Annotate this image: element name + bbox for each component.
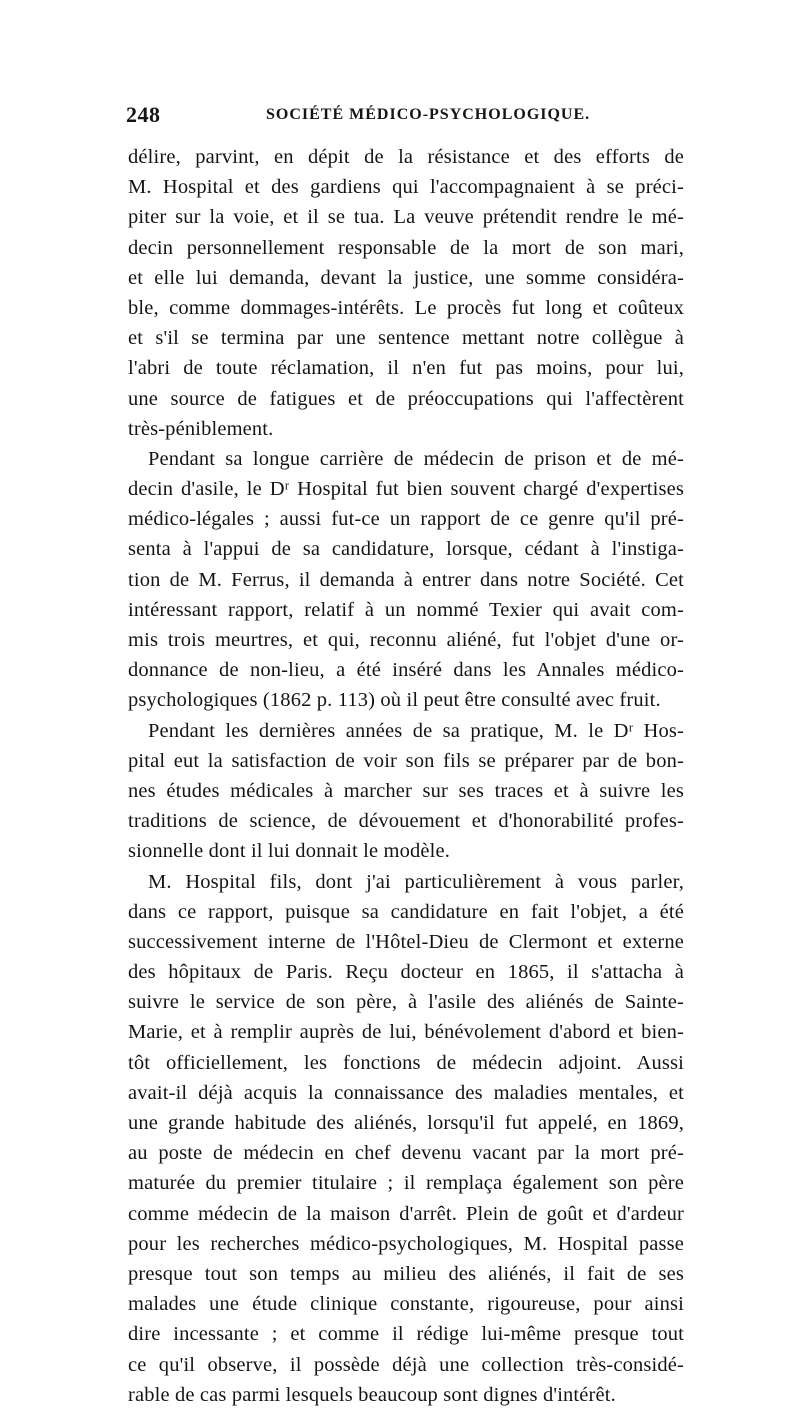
text-line: dire incessante ; et comme il rédige lui-même presque tout: [128, 1323, 684, 1346]
text-line: maturée du premier titulaire ; il remplaça également son père: [128, 1172, 684, 1195]
paragraph-start-line: M. Hospital fils, dont j'ai particulièrement à vous parler,: [148, 870, 684, 893]
text-line: une source de fatigues et de préoccupations qui l'affectèrent: [128, 387, 684, 410]
text-line: sionnelle dont il lui donnait le modèle.: [128, 840, 450, 863]
text-line: successivement interne de l'Hôtel-Dieu de Clermont et externe: [128, 930, 684, 953]
text-line: comme médecin de la maison d'arrêt. Plein de goût et d'ardeur: [128, 1202, 684, 1225]
text-line: délire, parvint, en dépit de la résistance et des efforts de: [128, 146, 684, 168]
text-line: senta à l'appui de sa candidature, lorsque, cédant à l'instiga-: [128, 538, 684, 561]
text-line: ble, comme dommages-intérêts. Le procès fut long et coûteux: [128, 296, 684, 319]
text-line: et elle lui demanda, devant la justice, une somme considéra-: [128, 266, 684, 289]
text-line: M. Hospital et des gardiens qui l'accompagnaient à se préci-: [128, 176, 684, 199]
running-head: [126, 102, 686, 132]
page-number: 248: [126, 102, 161, 127]
text-line: mis trois meurtres, et qui, reconnu aliéné, fut l'objet d'une or-: [128, 629, 684, 651]
paragraph-start-line: Pendant les dernières années de sa pratique, M. le Dʳ Hos-: [148, 719, 684, 742]
text-line: Marie, et à remplir auprès de lui, bénévolement d'abord et bien-: [128, 1021, 684, 1044]
text-line: presque tout son temps au milieu des aliénés, il fait de ses: [128, 1262, 684, 1285]
text-line: et s'il se termina par une sentence mettant notre collègue à: [128, 327, 684, 350]
text-line: dans ce rapport, puisque sa candidature en fait l'objet, a été: [128, 900, 684, 923]
text-line: intéressant rapport, relatif à un nommé Texier qui avait com-: [128, 598, 684, 621]
text-line: malades une étude clinique constante, rigoureuse, pour ainsi: [128, 1293, 684, 1316]
text-line: decin d'asile, le Dʳ Hospital fut bien souvent chargé d'expertises: [128, 478, 684, 501]
text-line: médico-légales ; aussi fut-ce un rapport de ce genre qu'il pré-: [128, 508, 684, 531]
text-line: l'abri de toute réclamation, il n'en fut pas moins, pour lui,: [128, 357, 684, 380]
text-line: tôt officiellement, les fonctions de médecin adjoint. Aussi: [128, 1051, 684, 1074]
text-line: une grande habitude des aliénés, lorsqu'il fut appelé, en 1869,: [128, 1112, 684, 1134]
text-line: rable de cas parmi lesquels beaucoup sont dignes d'intérêt.: [128, 1383, 616, 1406]
text-line: decin personnellement responsable de la mort de son mari,: [128, 236, 684, 259]
header-title: SOCIÉTÉ MÉDICO-PSYCHOLOGIQUE.: [266, 106, 591, 123]
text-line: suivre le service de son père, à l'asile des aliénés de Sainte-: [128, 991, 684, 1014]
text-line: piter sur la voie, et il se tua. La veuve prétendit rendre le mé-: [128, 206, 684, 229]
text-line: au poste de médecin en chef devenu vacant par la mort pré-: [128, 1142, 684, 1165]
text-line: avait-il déjà acquis la connaissance des maladies mentales, et: [128, 1081, 684, 1104]
text-line: nes études médicales à marcher sur ses traces et à suivre les: [128, 779, 684, 802]
paragraph-start-line: Pendant sa longue carrière de médecin de prison et de mé-: [148, 447, 684, 470]
text-line: traditions de science, de dévouement et d'honorabilité profes-: [128, 810, 684, 833]
text-line: pour les recherches médico-psychologiques, M. Hospital passe: [128, 1232, 684, 1255]
text-line: tion de M. Ferrus, il demanda à entrer dans notre Société. Cet: [128, 568, 684, 591]
text-line: pital eut la satisfaction de voir son fils se préparer par de bon-: [128, 749, 684, 772]
text-line: donnance de non-lieu, a été inséré dans les Annales médico-: [128, 659, 684, 682]
text-line: ce qu'il observe, il possède déjà une collection très-considé-: [128, 1353, 684, 1376]
text-line: très-péniblement.: [128, 417, 274, 440]
body-text: [128, 142, 684, 1410]
text-line: psychologiques (1862 p. 113) où il peut être consulté avec fruit.: [128, 689, 661, 712]
text-line: des hôpitaux de Paris. Reçu docteur en 1865, il s'attacha à: [128, 961, 684, 984]
